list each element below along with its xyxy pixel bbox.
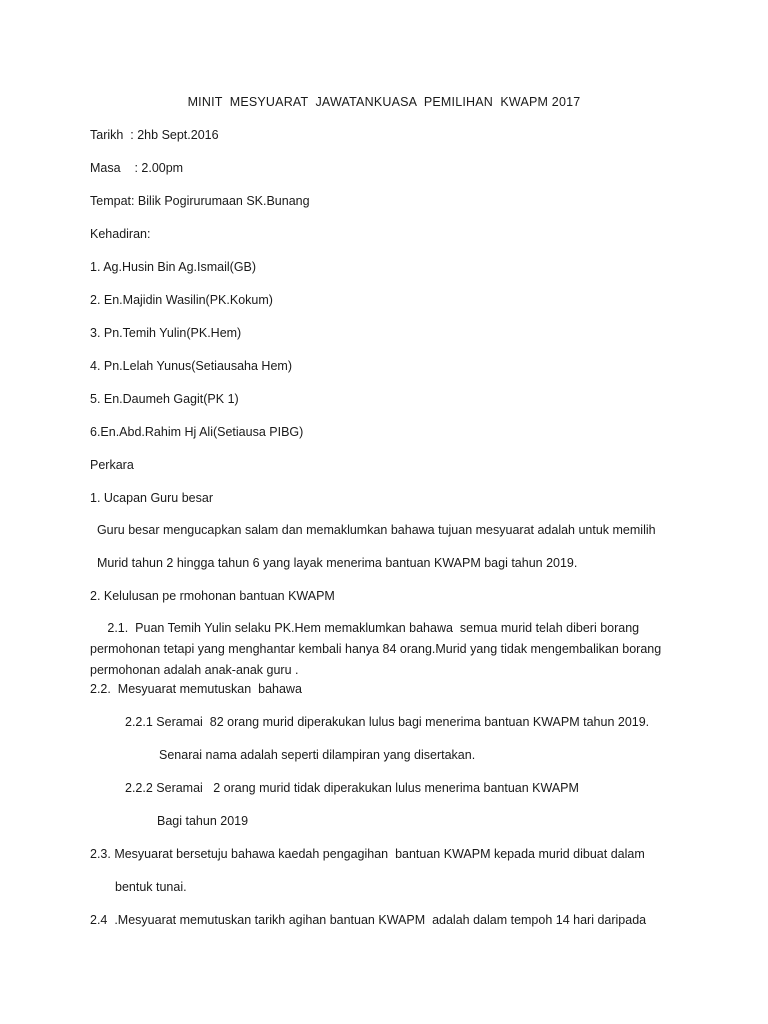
item2-2-1-note: Senarai nama adalah seperti dilampiran yang disertakan.: [159, 748, 476, 762]
item2-3-cont: bentuk tunai.: [115, 880, 187, 894]
item2-2-2: 2.2.2 Seramai 2 orang murid tidak diperakukan lulus menerima bantuan KWAPM: [125, 781, 579, 795]
item2-2-heading: 2.2. Mesyuarat memutuskan bahawa: [90, 682, 302, 696]
date-line: Tarikh : 2hb Sept.2016: [90, 128, 219, 142]
attendee-item: 3. Pn.Temih Yulin(PK.Hem): [90, 326, 242, 340]
attendee-item: 2. En.Majidin Wasilin(PK.Kokum): [90, 293, 273, 307]
attendee-item: 1. Ag.Husin Bin Ag.Ismail(GB): [90, 260, 257, 274]
attendee-item: 5. En.Daumeh Gagit(PK 1): [90, 392, 239, 406]
place-line: Tempat: Bilik Pogirurumaan SK.Bunang: [90, 194, 310, 208]
attendance-heading: Kehadiran:: [90, 227, 151, 241]
time-line: Masa : 2.00pm: [90, 161, 184, 175]
item1-body-line: Guru besar mengucapkan salam dan memaklumkan bahawa tujuan mesyuarat adalah untuk memilih: [90, 523, 656, 537]
item2-3: 2.3. Mesyuarat bersetuju bahawa kaedah pengagihan bantuan KWAPM kepada murid dibuat dalam: [90, 847, 645, 861]
attendee-item: 6.En.Abd.Rahim Hj Ali(Setiausa PIBG): [90, 425, 304, 439]
item2-1-line: permohonan tetapi yang menghantar kembali hanya 84 orang.Murid yang tidak mengembalikan borang: [90, 642, 662, 656]
agenda-heading: Perkara: [90, 458, 134, 472]
item2-1-line: 2.1. Puan Temih Yulin selaku PK.Hem memaklumkan bahawa semua murid telah diberi borang: [90, 621, 640, 635]
item1-body-line: Murid tahun 2 hingga tahun 6 yang layak menerima bantuan KWAPM bagi tahun 2019.: [90, 556, 578, 570]
item2-heading: 2. Kelulusan pe rmohonan bantuan KWAPM: [90, 589, 335, 603]
item2-1-line: permohonan adalah anak-anak guru .: [90, 663, 299, 677]
item2-2-1: 2.2.1 Seramai 82 orang murid diperakukan lulus bagi menerima bantuan KWAPM tahun 2019.: [125, 715, 650, 729]
item2-2-2-cont: Bagi tahun 2019: [157, 814, 249, 828]
attendee-item: 4. Pn.Lelah Yunus(Setiausaha Hem): [90, 359, 292, 373]
document-title: MINIT MESYUARAT JAWATANKUASA PEMILIHAN KWAPM 2017: [187, 95, 581, 109]
item1-heading: 1. Ucapan Guru besar: [90, 491, 213, 505]
item2-4: 2.4 .Mesyuarat memutuskan tarikh agihan bantuan KWAPM adalah dalam tempoh 14 hari daripada: [90, 913, 647, 927]
